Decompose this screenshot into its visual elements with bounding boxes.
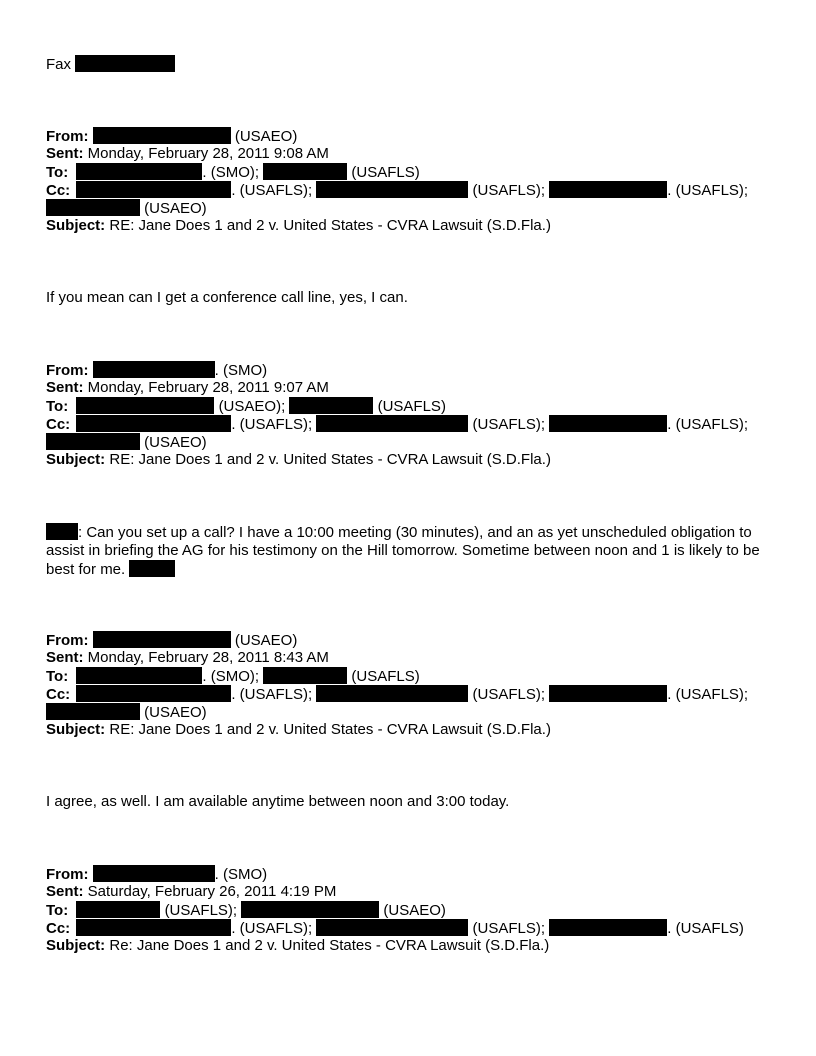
cc-recipient-4: (USAEO) [144, 200, 207, 217]
redaction-block [241, 901, 379, 918]
from-org: . (SMO) [214, 362, 268, 379]
cc-recipient-2: (USAFLS); [472, 920, 546, 937]
to-recipient-1: (USAEO); [218, 398, 286, 415]
redaction-block [76, 685, 231, 702]
subject-value: RE: Jane Does 1 and 2 v. United States - CVRA Lawsuit (S.D.Fla.) [109, 721, 551, 738]
redaction-block [75, 55, 175, 72]
email-2-subject [46, 451, 551, 469]
subject-value: RE: Jane Does 1 and 2 v. United States - CVRA Lawsuit (S.D.Fla.) [109, 217, 551, 234]
redaction-block [549, 415, 667, 432]
redaction-block [129, 560, 175, 577]
to-recipient-2: (USAFLS) [351, 668, 420, 685]
from-org: (USAEO) [234, 128, 298, 145]
to-recipient-2: (USAFLS) [351, 164, 420, 181]
cc-recipient-3: . (USAFLS); [667, 686, 749, 703]
redaction-block [316, 919, 468, 936]
to-recipient-1: (USAFLS); [164, 902, 238, 919]
cc-label: Cc: [46, 686, 71, 703]
email-3-from [46, 631, 297, 649]
redaction-block [316, 181, 468, 198]
cc-recipient-1: . (USAFLS); [231, 686, 313, 703]
subject-label: Subject: [46, 721, 106, 738]
subject-label: Subject: [46, 451, 106, 468]
email-3-cc-cont [46, 703, 207, 721]
email-3-sent [46, 649, 329, 667]
from-label: From: [46, 362, 89, 379]
email-4-sent [46, 883, 336, 901]
redaction-block [316, 685, 468, 702]
to-label: To: [46, 668, 69, 685]
from-label: From: [46, 632, 89, 649]
cc-label: Cc: [46, 182, 71, 199]
cc-label: Cc: [46, 920, 71, 937]
email-1-cc-cont [46, 199, 207, 217]
redaction-block [76, 667, 202, 684]
to-recipient-2: (USAFLS) [377, 398, 446, 415]
cc-recipient-1: . (USAFLS); [231, 416, 313, 433]
fax-line [46, 55, 175, 73]
fax-label: Fax [46, 56, 72, 73]
redaction-block [46, 433, 140, 450]
email-3-cc [46, 685, 748, 703]
sent-label: Sent: [46, 379, 84, 396]
to-label: To: [46, 164, 69, 181]
cc-recipient-3: . (USAFLS); [667, 182, 749, 199]
from-label: From: [46, 128, 89, 145]
email-2-body-text: : Can you set up a call? I have a 10:00 meeting (30 minutes), and an as yet unscheduled obligation to assist in briefing the AG for his testimony on the Hill tomorrow. Sometime between noon and 1 is likely to be best for me. [46, 524, 760, 578]
cc-recipient-2: (USAFLS); [472, 416, 546, 433]
to-label: To: [46, 902, 69, 919]
redaction-block [76, 397, 214, 414]
email-4-to [46, 901, 446, 919]
cc-recipient-1: . (USAFLS); [231, 182, 313, 199]
email-4-subject [46, 937, 549, 955]
email-1-subject [46, 217, 551, 235]
to-label: To: [46, 398, 69, 415]
to-recipient-2: (USAEO) [383, 902, 446, 919]
sent-value: Saturday, February 26, 2011 4:19 PM [87, 883, 337, 900]
email-2-body [46, 523, 776, 579]
sent-label: Sent: [46, 883, 84, 900]
email-1-from [46, 127, 297, 145]
redaction-block [263, 163, 347, 180]
email-3-to [46, 667, 420, 685]
redaction-block [93, 865, 215, 882]
sent-label: Sent: [46, 145, 84, 162]
email-1-to [46, 163, 420, 181]
sent-value: Monday, February 28, 2011 9:07 AM [87, 379, 329, 396]
to-recipient-1: . (SMO); [202, 668, 260, 685]
from-org: (USAEO) [234, 632, 298, 649]
email-1-body: If you mean can I get a conference call line, yes, I can. [46, 289, 408, 306]
sent-label: Sent: [46, 649, 84, 666]
email-2-to [46, 397, 446, 415]
cc-recipient-4: (USAEO) [144, 434, 207, 451]
email-2-cc [46, 415, 748, 433]
subject-label: Subject: [46, 217, 106, 234]
redaction-block [549, 685, 667, 702]
subject-label: Subject: [46, 937, 106, 954]
cc-recipient-3: . (USAFLS) [667, 920, 744, 937]
redaction-block [76, 901, 160, 918]
redaction-block [46, 199, 140, 216]
to-recipient-1: . (SMO); [202, 164, 260, 181]
email-4-from [46, 865, 267, 883]
from-label: From: [46, 866, 89, 883]
redaction-block [93, 127, 231, 144]
subject-value: Re: Jane Does 1 and 2 v. United States - CVRA Lawsuit (S.D.Fla.) [109, 937, 550, 954]
redaction-block [93, 361, 215, 378]
cc-recipient-3: . (USAFLS); [667, 416, 749, 433]
redaction-block [76, 415, 231, 432]
email-3-body: I agree, as well. I am available anytime between noon and 3:00 today. [46, 793, 510, 810]
cc-recipient-1: . (USAFLS); [231, 920, 313, 937]
redaction-block [289, 397, 373, 414]
cc-label: Cc: [46, 416, 71, 433]
subject-value: RE: Jane Does 1 and 2 v. United States - CVRA Lawsuit (S.D.Fla.) [109, 451, 551, 468]
email-1-cc [46, 181, 748, 199]
redaction-block [76, 163, 202, 180]
email-3-subject [46, 721, 551, 739]
redaction-block [549, 919, 667, 936]
redaction-block [263, 667, 347, 684]
email-1-sent [46, 145, 329, 163]
redaction-block [46, 703, 140, 720]
cc-recipient-2: (USAFLS); [472, 182, 546, 199]
redaction-block [316, 415, 468, 432]
redaction-block [93, 631, 231, 648]
email-2-cc-cont [46, 433, 207, 451]
from-org: . (SMO) [214, 866, 268, 883]
email-4-cc [46, 919, 744, 937]
email-2-sent [46, 379, 329, 397]
redaction-block [46, 523, 78, 540]
redaction-block [549, 181, 667, 198]
cc-recipient-2: (USAFLS); [472, 686, 546, 703]
email-2-from [46, 361, 267, 379]
sent-value: Monday, February 28, 2011 9:08 AM [87, 145, 329, 162]
redaction-block [76, 181, 231, 198]
redaction-block [76, 919, 231, 936]
sent-value: Monday, February 28, 2011 8:43 AM [87, 649, 329, 666]
cc-recipient-4: (USAEO) [144, 704, 207, 721]
